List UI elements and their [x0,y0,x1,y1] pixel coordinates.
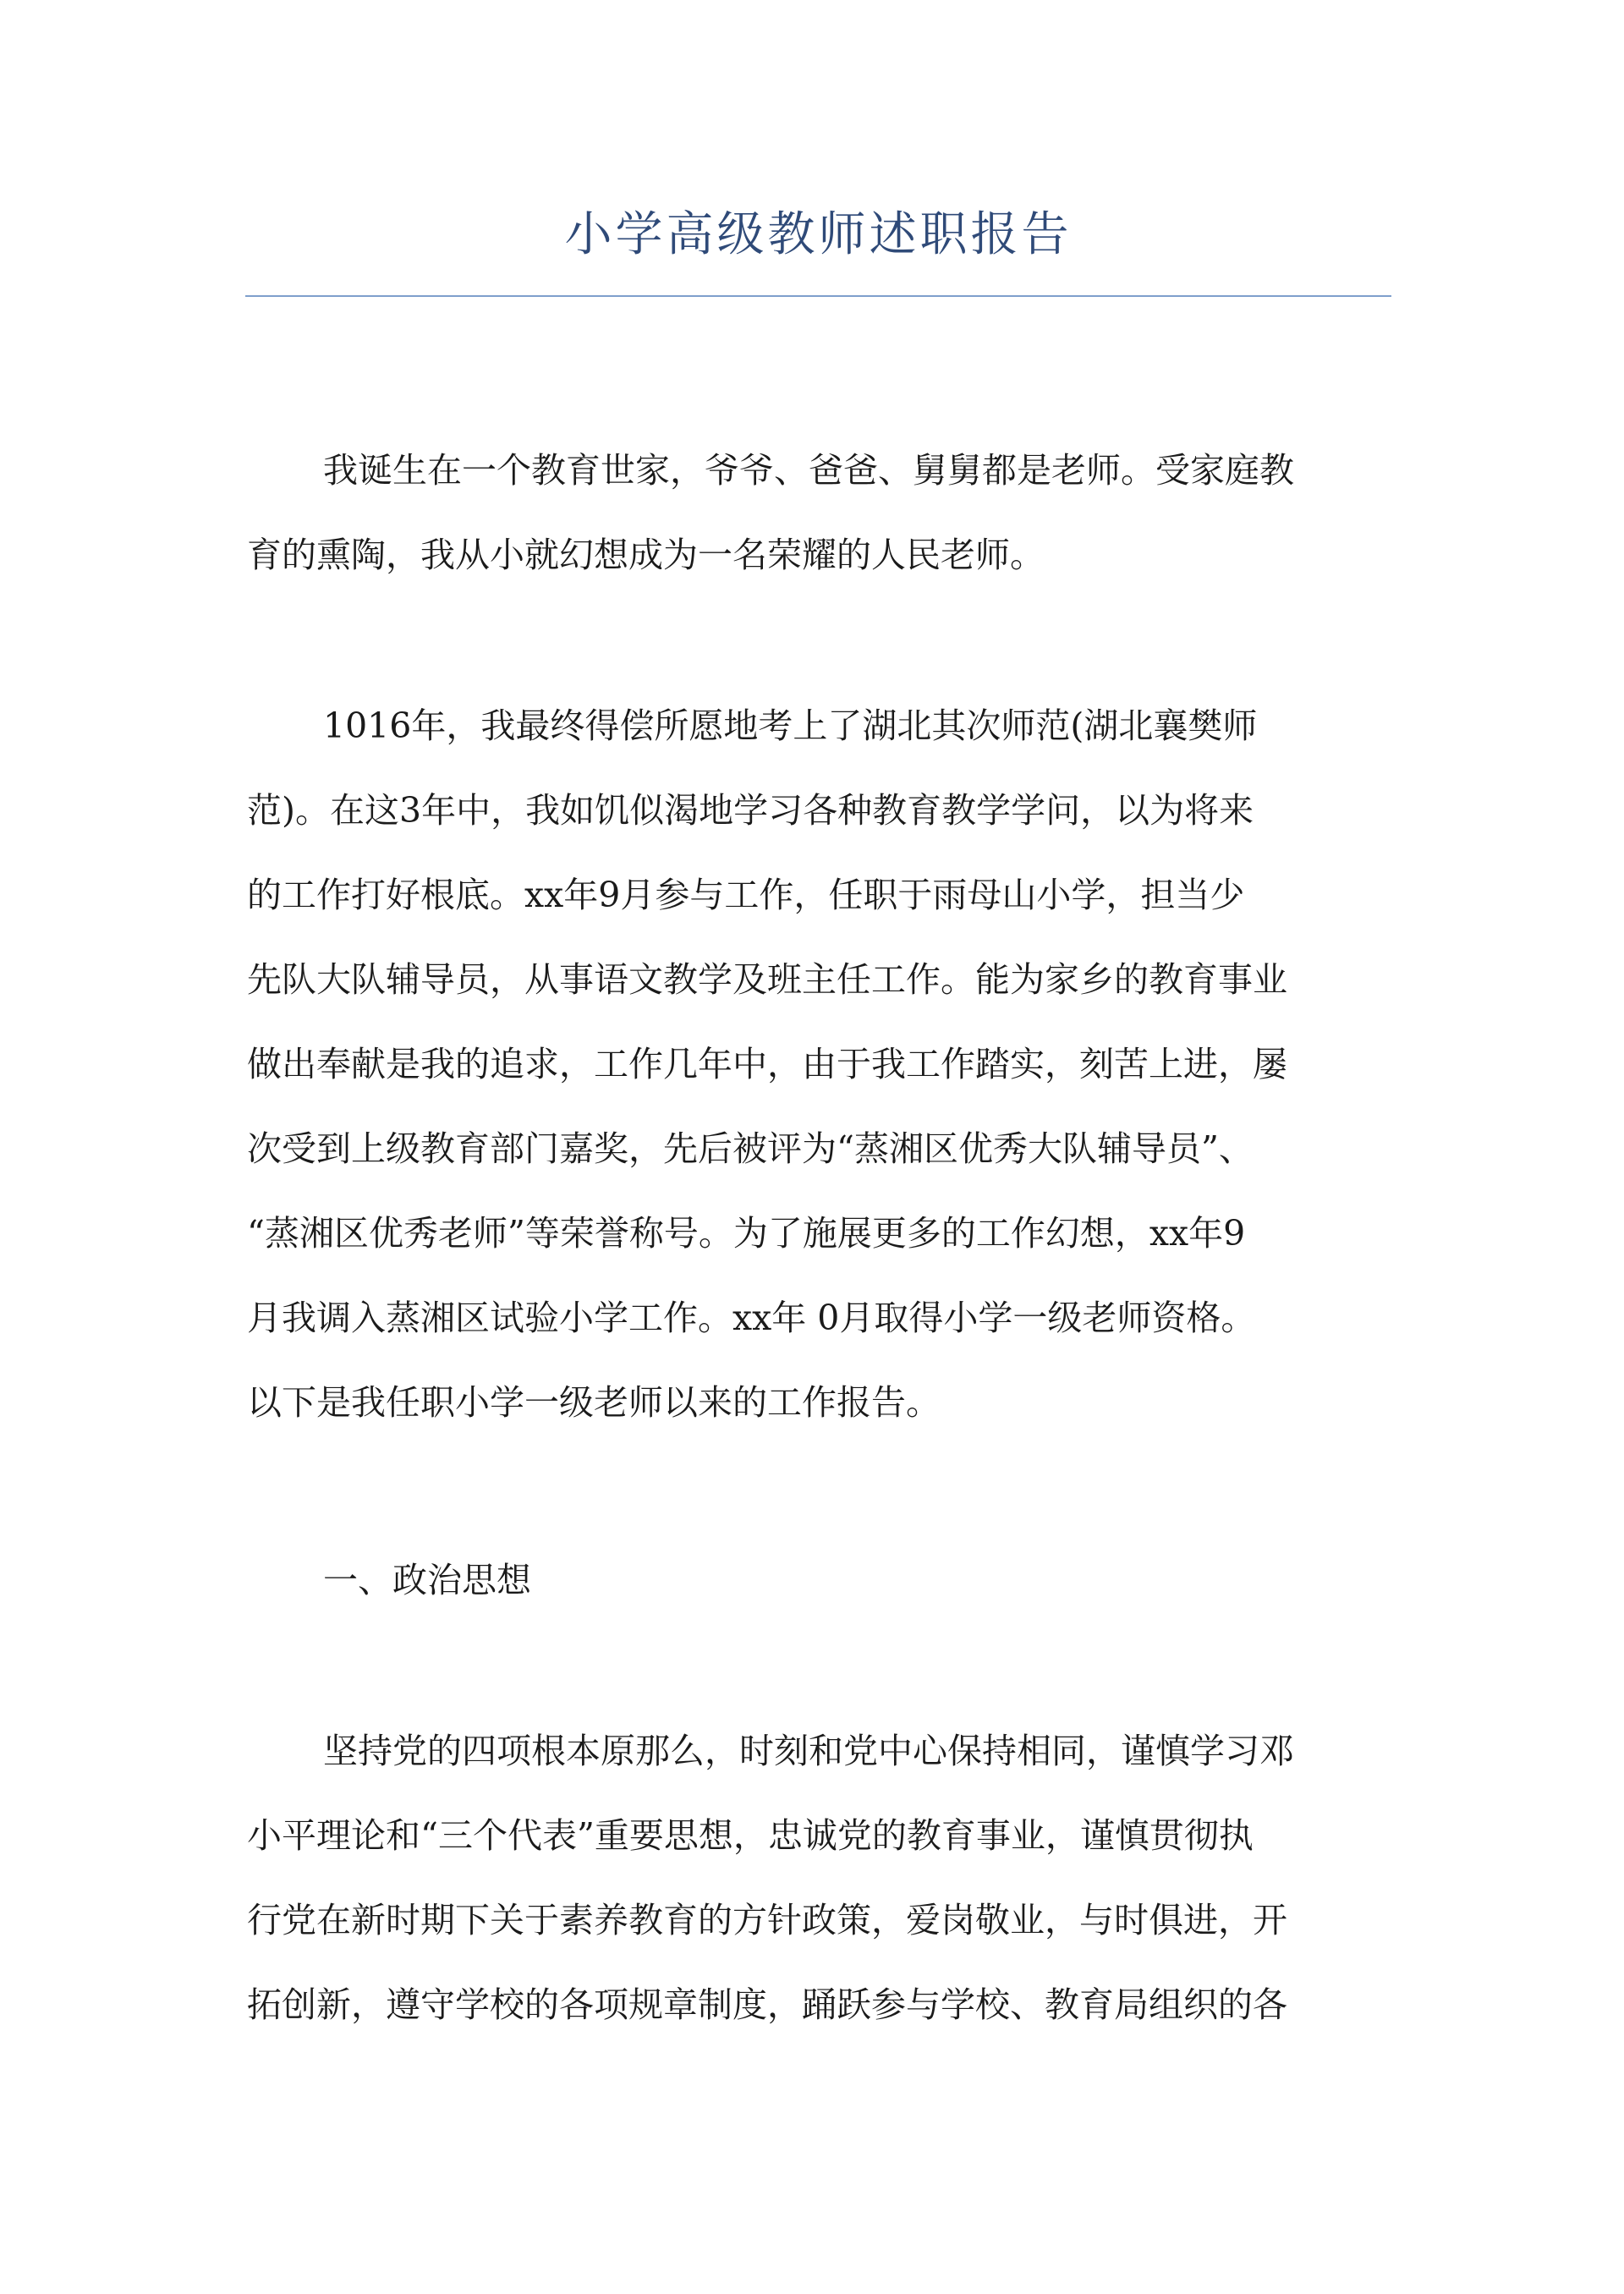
paragraph-2-line-4: 先队大队辅导员，从事语文教学及班主任工作。能为家乡的教育事业 [247,959,1287,1000]
paragraph-2-line-3: 的工作打好根底。xx年9月参与工作，任职于雨母山小学，担当少 [247,875,1245,915]
paragraph-4-line-1: 坚持党的四项根本原那么，时刻和党中心保持相同，谨慎学习邓 [323,1731,1294,1771]
paragraph-4-line-2: 小平理论和“三个代表”重要思想，忠诚党的教育事业，谨慎贯彻执 [247,1815,1254,1856]
paragraph-1-line-2: 育的熏陶，我从小就幻想成为一名荣耀的人民老师。 [247,535,1045,575]
paragraph-4-line-4: 拓创新，遵守学校的各项规章制度，踊跃参与学校、教育局组织的各 [247,1984,1287,2025]
paragraph-2-line-1: 1016年，我最终得偿所愿地考上了湖北其次师范(湖北襄樊师 [323,705,1258,746]
section-heading-political: 一、政治思想 [323,1560,531,1600]
paragraph-2-line-7: “蒸湘区优秀老师”等荣誉称号。为了施展更多的工作幻想，xx年9 [247,1213,1246,1254]
paragraph-2-line-5: 做出奉献是我的追求，工作几年中，由于我工作踏实，刻苦上进，屡 [247,1044,1287,1084]
title-underline [245,295,1391,297]
paragraph-2-line-2: 范)。在这3年中，我如饥似渴地学习各种教育教学学问，以为将来 [247,790,1254,831]
paragraph-2-line-9: 以下是我任职小学一级老师以来的工作报告。 [247,1382,941,1423]
paragraph-2-line-8: 月我调入蒸湘区试验小学工作。xx年 0月取得小学一级老师资格。 [247,1298,1256,1338]
paragraph-1-line-1: 我诞生在一个教育世家，爷爷、爸爸、舅舅都是老师。受家庭教 [323,450,1294,491]
document-title: 小学高级教师述职报告 [564,207,1073,262]
paragraph-4-line-3: 行党在新时期下关于素养教育的方针政策，爱岗敬业，与时俱进，开 [247,1900,1287,1940]
paragraph-2-line-6: 次受到上级教育部门嘉奖，先后被评为“蒸湘区优秀大队辅导员”、 [247,1128,1254,1169]
